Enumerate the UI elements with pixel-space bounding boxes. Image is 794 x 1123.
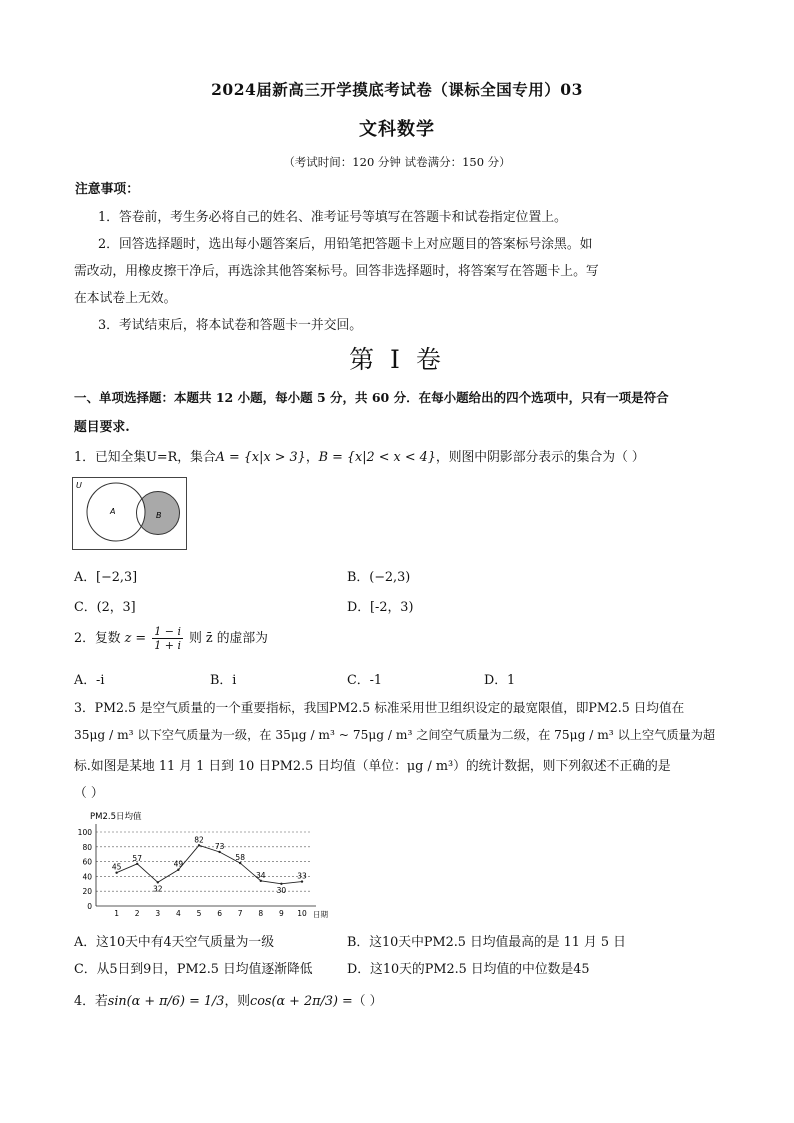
q1-set-a: A = {x|x > 3}: [215, 450, 306, 465]
q1-option-b: B．(−2,3): [347, 570, 411, 585]
data-label: 34: [256, 870, 266, 880]
notice-item-2-line-3: 在本试卷上无效。: [74, 291, 177, 306]
q4-suffix: （ ）: [352, 994, 383, 1009]
q1-option-c: C．(2，3]: [74, 600, 136, 615]
data-point: [115, 872, 117, 874]
x-tick-label: 10: [297, 909, 307, 918]
q2-option-c: C．-1: [347, 673, 383, 688]
data-point: [260, 880, 262, 882]
q2-fraction: [152, 625, 183, 652]
y-tick-label: 20: [82, 887, 92, 897]
q1-prefix: 1．已知全集U=R，集合: [74, 450, 216, 465]
question-4-stem: [74, 990, 382, 1009]
data-point: [301, 880, 303, 882]
q1-option-d: D．[-2，3): [347, 600, 414, 615]
x-tick-label: 3: [155, 909, 161, 918]
q3-line-4: （ ）: [74, 786, 104, 801]
x-tick-label: 2: [134, 909, 140, 918]
data-point: [280, 883, 282, 885]
y-tick-label: 100: [77, 828, 92, 837]
q4-given: sin(α + π/6) = 1/3: [107, 994, 225, 1009]
notice-item-3: 3．考试结束后，将本试卷和答题卡一并交回。: [98, 318, 363, 333]
data-point: [239, 862, 241, 864]
x-tick-label: 7: [237, 909, 243, 918]
x-tick-label: 4: [176, 909, 181, 918]
y-tick-label: 80: [82, 842, 92, 852]
x-tick-label: 8: [258, 909, 264, 918]
y-tick-label: 60: [82, 857, 92, 867]
notice-item-2-line-2: 需改动，用橡皮擦干净后，再选涂其他答案标号。回答非选择题时，将答案写在答题卡上。写: [74, 264, 599, 279]
q2-option-d: D．1: [484, 673, 516, 688]
data-label: 33: [297, 871, 307, 881]
x-tick-label: 1: [114, 909, 119, 918]
data-label: 49: [173, 859, 184, 869]
q4-prefix: 4．若: [74, 994, 108, 1009]
q1-suffix: ，则图中阴影部分表示的集合为（ ）: [435, 450, 645, 465]
main-title: 2024届新高三开学摸底考试卷（课标全国专用）03: [211, 80, 583, 99]
q2-prefix: 2．复数: [74, 631, 121, 646]
notice-item-2-line-1: 2．回答选择题时，选出每小题答案后，用铅笔把答题卡上对应题目的答案标号涂黑。如: [98, 237, 593, 252]
data-point: [198, 844, 200, 846]
q3-line-2: 35μg / m³ 以下空气质量为一级，在 35μg / m³ ~ 75μg / m³ 之间空气质量为二级，在 75μg / m³ 以上空气质量为超: [74, 728, 716, 742]
data-point: [177, 869, 179, 871]
data-label: 45: [111, 862, 122, 872]
y-tick-label: 40: [82, 872, 92, 882]
q3-line-3: 标.如图是某地 11 月 1 日到 10 日PM2.5 日均值（单位：μg / m³）的统计数据，则下列叙述不正确的是: [74, 759, 671, 774]
x-tick-label: 9: [279, 909, 284, 918]
data-point: [218, 851, 220, 853]
data-label: 57: [132, 853, 142, 863]
q3-option-c: C．从5日到9日，PM2.5 日均值逐渐降低: [74, 962, 313, 977]
question-1-stem: [74, 446, 645, 465]
q2-suffix: 则 z̄ 的虚部为: [189, 631, 268, 646]
q1-set-b: B = {x|2 < x < 4}: [318, 450, 436, 465]
notice-heading: 注意事项：: [75, 182, 139, 197]
x-tick-label: 5: [196, 909, 202, 918]
venn-label-b: B: [156, 511, 162, 520]
q4-ask: cos(α + 2π/3) =: [250, 994, 353, 1009]
q2-option-b: B．i: [210, 673, 237, 688]
series-line: [117, 845, 302, 883]
subject-title: 文科数学: [359, 119, 435, 140]
data-label: 30: [276, 885, 287, 895]
venn-diagram: [72, 477, 187, 551]
venn-label-a: A: [110, 507, 116, 516]
section-heading-line-2: 题目要求.: [74, 420, 130, 435]
question-2-stem: [74, 624, 268, 654]
q2-z-eq: z =: [124, 631, 147, 646]
exam-info: （考试时间：120 分钟 试卷满分：150 分）: [283, 155, 511, 169]
data-label: 32: [153, 884, 163, 894]
y-tick-label: 0: [87, 902, 92, 911]
q1-sep: ，: [305, 450, 319, 465]
q3-option-d: D．这10天的PM2.5 日均值的中位数是45: [347, 962, 590, 977]
notice-item-1: 1．答卷前，考生务必将自己的姓名、准考证号等填写在答题卡和试卷指定位置上。: [98, 210, 567, 225]
venn-label-u: U: [76, 481, 82, 490]
x-tick-label: 6: [217, 909, 222, 918]
x-axis-label: 日期: [313, 910, 328, 919]
chart-title: PM2.5日均值: [90, 812, 142, 822]
part-title: 第 I 卷: [349, 345, 445, 374]
q1-option-a: A．[−2,3]: [74, 570, 138, 585]
data-point: [157, 881, 159, 883]
q2-option-a: A．-i: [74, 673, 105, 688]
data-label: 73: [214, 841, 225, 851]
data-point: [136, 863, 138, 865]
q3-option-a: A．这10天中有4天空气质量为一级: [74, 935, 275, 950]
q2-frac-denominator: 1 + i: [154, 639, 181, 652]
q3-option-b: B．这10天中PM2.5 日均值最高的是 11 月 5 日: [347, 935, 626, 950]
q3-line-1: 3．PM2.5 是空气质量的一个重要指标，我国PM2.5 标准采用世卫组织设定的最宽限值，即PM2.5 日均值在: [74, 700, 685, 715]
data-label: 58: [235, 853, 245, 863]
section-heading-line-1: 一、单项选择题：本题共 12 小题，每小题 5 分，共 60 分．在每小题给出的四个选项中，只有一项是符合: [74, 390, 669, 405]
data-label: 82: [194, 835, 204, 845]
q2-frac-numerator: 1 − i: [154, 625, 181, 638]
pm25-line-chart: [70, 806, 340, 922]
q4-mid: ，则: [224, 994, 251, 1009]
